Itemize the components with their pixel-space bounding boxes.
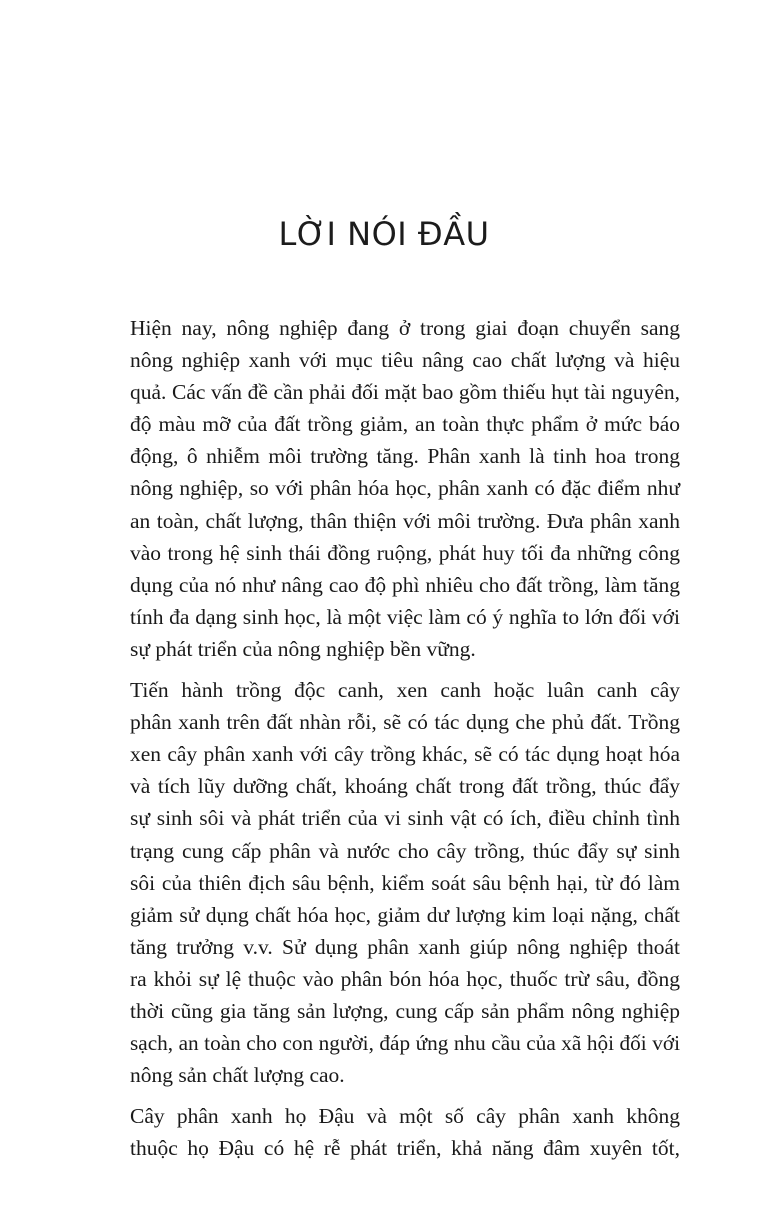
paragraph-2 <box>101 674 680 1091</box>
text-line: nông sản chất lượng cao. <box>130 1063 345 1088</box>
text-line: vào trong hệ sinh thái đồng ruộng, phát huy tối đa những công <box>130 540 680 565</box>
body-text <box>101 312 680 1173</box>
text-line: và tích lũy dưỡng chất, khoáng chất trong đất trồng, thúc đẩy <box>130 774 680 799</box>
text-line: Hiện nay, nông nghiệp đang ở trong giai đoạn chuyển sang <box>130 316 680 340</box>
text-line: độ màu mỡ của đất trồng giảm, an toàn thực phẩm ở mức báo <box>130 412 680 437</box>
text-line: sự sinh sôi và phát triển của vi sinh vật có ích, điều chỉnh tình <box>130 806 680 831</box>
text-line: Tiến hành trồng độc canh, xen canh hoặc luân canh cây <box>130 678 680 703</box>
text-line: trạng cung cấp phân và nước cho cây trồng, thúc đẩy sự sinh <box>130 838 680 863</box>
paragraph-1 <box>101 312 680 665</box>
text-line: thời cũng gia tăng sản lượng, cung cấp sản phẩm nông nghiệp <box>130 998 680 1023</box>
page-title: LỜI NÓI ĐẦU <box>278 215 490 253</box>
text-line: quả. Các vấn đề cần phải đối mặt bao gồm thiếu hụt tài nguyên, <box>130 380 680 405</box>
text-line: sôi của thiên địch sâu bệnh, kiểm soát sâu bệnh hại, từ đó làm <box>130 870 680 895</box>
text-line: dụng của nó như nâng cao độ phì nhiêu cho đất trồng, làm tăng <box>130 572 680 597</box>
text-line: Cây phân xanh họ Đậu và một số cây phân xanh không <box>130 1104 680 1129</box>
text-line: phân xanh trên đất nhàn rỗi, sẽ có tác dụng che phủ đất. Trồng <box>130 710 680 735</box>
text-line: nông nghiệp xanh với mục tiêu nâng cao chất lượng và hiệu <box>130 348 680 373</box>
text-line: thuộc họ Đậu có hệ rễ phát triển, khả năng đâm xuyên tốt, <box>130 1136 680 1161</box>
text-line: động, ô nhiễm môi trường tăng. Phân xanh là tinh hoa trong <box>130 444 680 469</box>
text-line: ra khỏi sự lệ thuộc vào phân bón hóa học, thuốc trừ sâu, đồng <box>130 966 680 991</box>
text-line: giảm sử dụng chất hóa học, giảm dư lượng kim loại nặng, chất <box>130 902 680 927</box>
text-line: sự phát triển của nông nghiệp bền vững. <box>130 636 476 661</box>
text-line: an toàn, chất lượng, thân thiện với môi trường. Đưa phân xanh <box>130 508 680 533</box>
text-line: xen cây phân xanh với cây trồng khác, sẽ có tác dụng hoạt hóa <box>130 742 680 767</box>
text-line: sạch, an toàn cho con người, đáp ứng nhu cầu của xã hội đối với <box>130 1031 680 1056</box>
text-line: nông nghiệp, so với phân hóa học, phân xanh có đặc điểm như <box>130 476 680 501</box>
paragraph-3 <box>101 1100 680 1164</box>
text-line: tăng trưởng v.v. Sử dụng phân xanh giúp nông nghiệp thoát <box>130 934 680 959</box>
text-line: tính đa dạng sinh học, là một việc làm có ý nghĩa to lớn đối với <box>130 604 680 629</box>
